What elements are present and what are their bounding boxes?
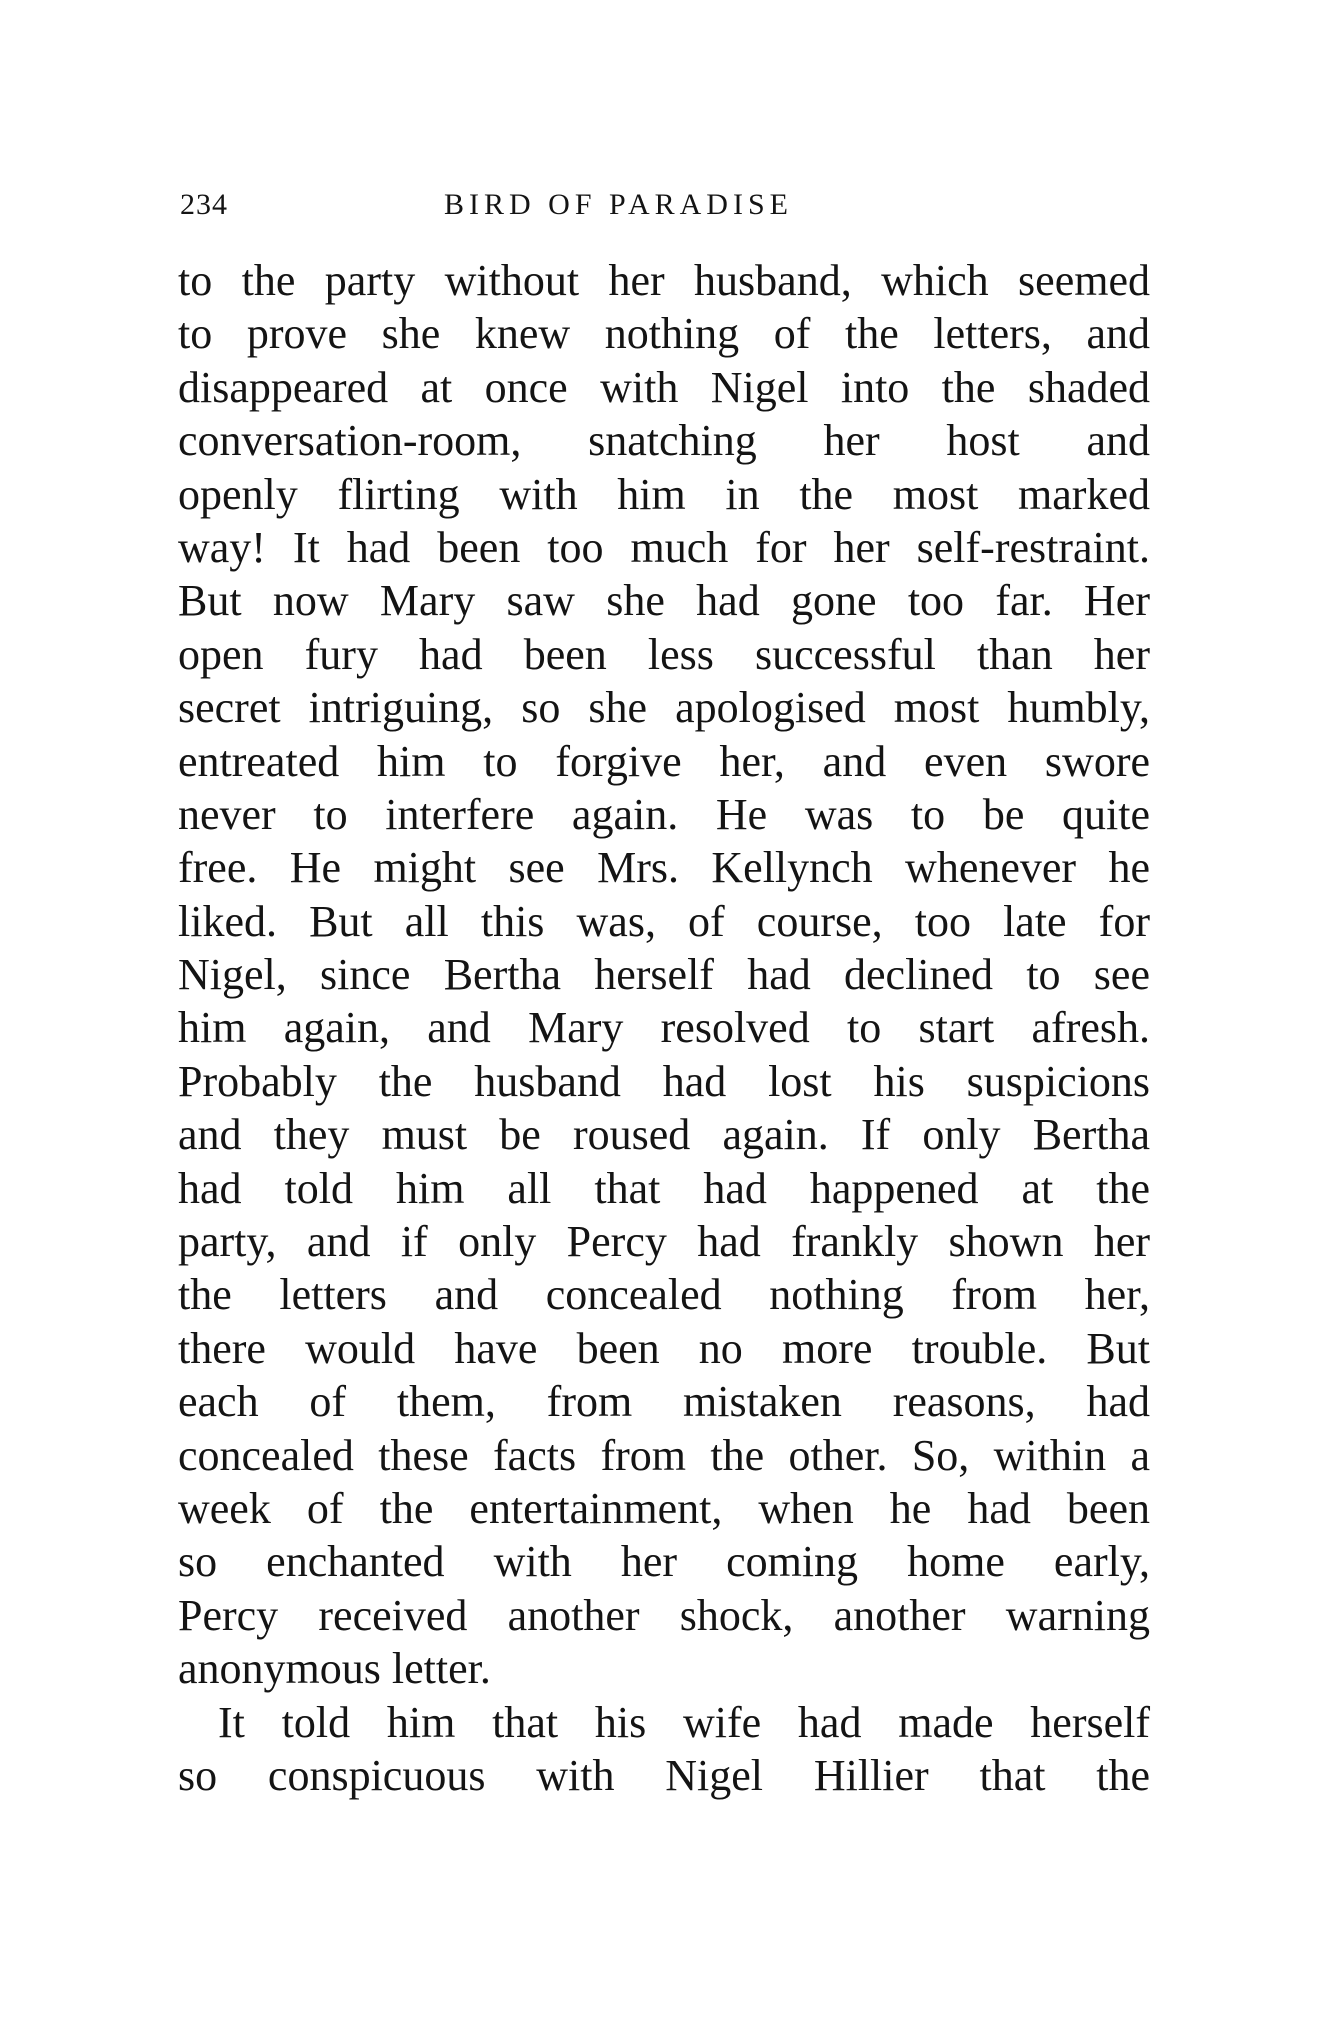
body-text: [178, 254, 1150, 1802]
text-line: openly flirting with him in the most marked: [178, 469, 1150, 519]
text-line: Nigel, since Bertha herself had declined to see: [178, 950, 1150, 1000]
page-number: 234: [180, 188, 228, 221]
text-line: to prove she knew nothing of the letters, and: [178, 309, 1150, 359]
text-line: to the party without her husband, which seemed: [178, 256, 1150, 305]
text-line: concealed these facts from the other. So, within a: [178, 1430, 1150, 1480]
page-header: [180, 188, 1150, 236]
text-line: But now Mary saw she had gone too far. Her: [178, 576, 1150, 626]
text-line: secret intriguing, so she apologised most humbly,: [178, 683, 1150, 733]
text-line: conversation-room, snatching her host and: [178, 416, 1150, 466]
text-line: week of the entertainment, when he had been: [178, 1483, 1150, 1533]
text-line: the letters and concealed nothing from her,: [178, 1270, 1150, 1320]
text-line: liked. But all this was, of course, too late for: [178, 896, 1150, 946]
text-line: and they must be roused again. If only Bertha: [178, 1110, 1150, 1160]
paragraph: [178, 254, 1150, 1696]
text-line: entreated him to forgive her, and even swore: [178, 736, 1150, 786]
text-line: so enchanted with her coming home early,: [178, 1537, 1150, 1587]
text-line: each of them, from mistaken reasons, had: [178, 1377, 1150, 1427]
paragraph: [178, 1696, 1150, 1803]
text-line: open fury had been less successful than her: [178, 629, 1150, 679]
text-line: Probably the husband had lost his suspicions: [178, 1056, 1150, 1106]
text-line: party, and if only Percy had frankly shown her: [178, 1217, 1150, 1267]
text-line: anonymous letter.: [178, 1644, 491, 1694]
text-line: him again, and Mary resolved to start afresh.: [178, 1003, 1150, 1053]
text-line: Percy received another shock, another warning: [178, 1590, 1150, 1640]
text-line: never to interfere again. He was to be quite: [178, 789, 1150, 839]
text-line: disappeared at once with Nigel into the shaded: [178, 362, 1150, 412]
text-line: there would have been no more trouble. But: [178, 1323, 1150, 1373]
running-title: BIRD OF PARADISE: [444, 188, 793, 221]
text-line: way! It had been too much for her self-restraint.: [178, 522, 1150, 572]
text-line: free. He might see Mrs. Kellynch whenever he: [178, 843, 1150, 893]
text-line: so conspicuous with Nigel Hillier that the: [178, 1750, 1150, 1800]
text-line: It told him that his wife had made herself: [218, 1697, 1150, 1747]
text-line: had told him all that had happened at the: [178, 1163, 1150, 1213]
